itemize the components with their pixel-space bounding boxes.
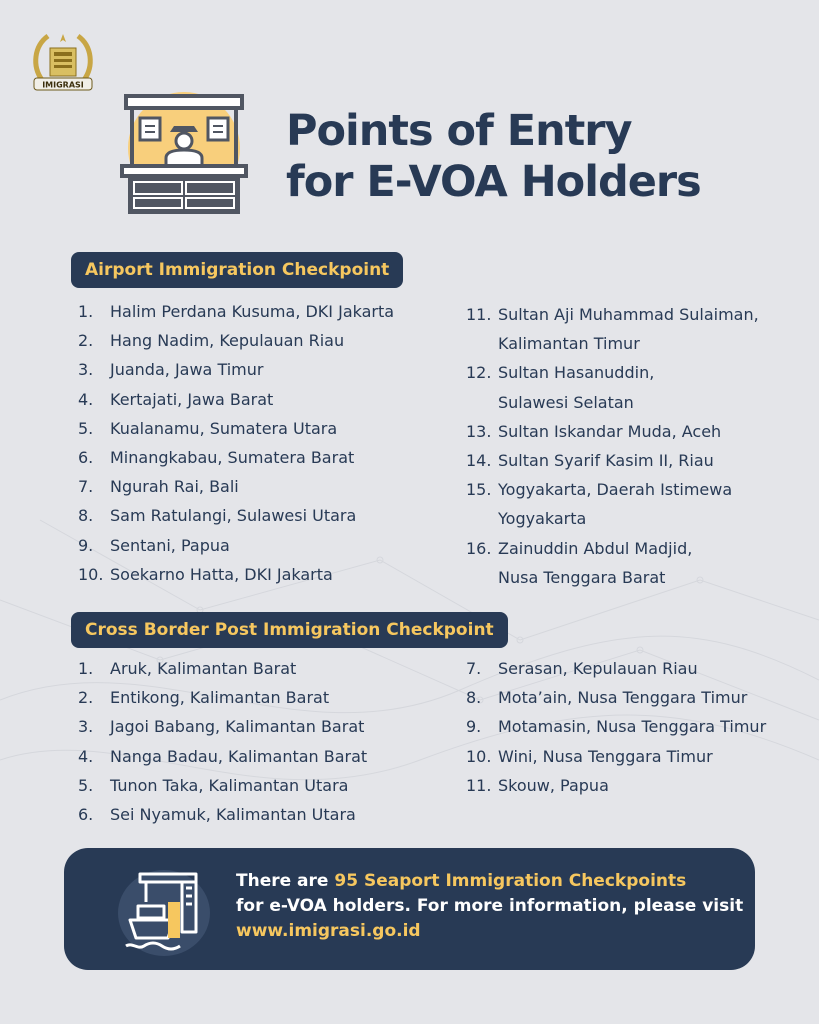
title-line-2: for E-VOA Holders	[286, 157, 701, 207]
item-number: 9.	[78, 535, 94, 555]
item-number: 11.	[466, 305, 492, 324]
list-item	[78, 774, 367, 803]
item-number: 16.	[466, 538, 492, 558]
airport-section-heading: Airport Immigration Checkpoint	[71, 252, 403, 288]
item-name: Sei Nyamuk, Kalimantan Utara	[110, 804, 356, 824]
item-name-line-1: Sultan Iskandar Muda, Aceh	[498, 421, 722, 441]
item-name-line-2: Sulawesi Selatan	[498, 392, 634, 412]
immigration-emblem-icon	[28, 28, 98, 94]
item-number: 1.	[78, 659, 94, 678]
item-number: 10.	[78, 564, 104, 584]
item-name: Juanda, Jawa Timur	[110, 360, 264, 380]
item-number: 10.	[466, 746, 492, 766]
item-number: 9.	[466, 717, 482, 737]
item-number: 14.	[466, 451, 492, 471]
banner-message	[236, 869, 743, 944]
item-number: 2.	[78, 331, 94, 351]
list-item	[78, 446, 394, 475]
list-item	[78, 504, 394, 533]
cross-border-section-heading: Cross Border Post Immigration Checkpoint	[71, 612, 508, 648]
item-name: Aruk, Kalimantan Barat	[110, 659, 297, 678]
item-name-line-1: Zainuddin Abdul Madjid,	[498, 538, 693, 558]
item-name: Tunon Taka, Kalimantan Utara	[110, 775, 349, 795]
list-item	[78, 417, 394, 446]
airport-list-left	[78, 300, 394, 592]
item-name: Jagoi Babang, Kalimantan Barat	[110, 717, 365, 737]
item-number: 6.	[78, 447, 94, 467]
cross-border-list-right	[466, 657, 766, 803]
list-item	[78, 745, 367, 774]
item-number: 7.	[466, 659, 482, 678]
item-number: 13.	[466, 421, 492, 441]
item-name: Motamasin, Nusa Tenggara Timur	[498, 717, 767, 737]
item-name-line-1: Yogyakarta, Daerah Istimewa	[498, 480, 733, 500]
banner-highlight: 95 Seaport Immigration Checkpoints	[334, 871, 687, 891]
item-name: Nanga Badau, Kalimantan Barat	[110, 746, 368, 766]
airport-list-right	[466, 300, 759, 592]
list-item	[466, 446, 759, 475]
item-number: 7.	[78, 477, 94, 497]
item-name-line-1: Sultan Aji Muhammad Sulaiman,	[498, 305, 759, 324]
list-item	[466, 745, 766, 774]
item-number: 6.	[78, 804, 94, 824]
item-number: 1.	[78, 302, 94, 321]
svg-text:IMIGRASI: IMIGRASI	[42, 80, 84, 90]
item-number: 8.	[78, 506, 94, 526]
item-number: 2.	[78, 688, 94, 708]
item-number: 3.	[78, 360, 94, 380]
item-number: 8.	[466, 688, 482, 708]
item-name: Kertajati, Jawa Barat	[110, 389, 274, 409]
banner-prefix: There are	[236, 871, 335, 891]
item-name: Sentani, Papua	[110, 535, 230, 555]
item-number: 12.	[466, 363, 492, 383]
list-item	[78, 715, 367, 744]
list-item	[78, 300, 394, 329]
list-item	[78, 534, 394, 563]
list-item	[78, 329, 394, 358]
banner-line-2: for e-VOA holders. For more information, please visit	[236, 896, 744, 916]
banner-line-1	[236, 869, 743, 894]
list-item	[78, 563, 394, 592]
seaport-ship-icon	[124, 862, 214, 952]
list-item	[78, 388, 394, 417]
item-name: Wini, Nusa Tenggara Timur	[498, 746, 713, 766]
list-item	[78, 803, 367, 832]
item-name: Entikong, Kalimantan Barat	[110, 688, 330, 708]
item-name-line-2: Nusa Tenggara Barat	[498, 567, 666, 587]
list-item	[78, 358, 394, 387]
cross-border-list-left	[78, 657, 367, 832]
item-name: Soekarno Hatta, DKI Jakarta	[110, 564, 333, 584]
title-line-1: Points of Entry	[286, 106, 632, 156]
list-item	[466, 417, 759, 446]
list-item	[466, 300, 759, 358]
item-name: Sam Ratulangi, Sulawesi Utara	[110, 506, 357, 526]
item-number: 5.	[78, 775, 94, 795]
item-number: 4.	[78, 389, 94, 409]
item-name: Ngurah Rai, Bali	[110, 477, 239, 497]
item-number: 15.	[466, 480, 492, 500]
item-name: Kualanamu, Sumatera Utara	[110, 418, 338, 438]
list-item	[78, 475, 394, 504]
item-number: 5.	[78, 418, 94, 438]
list-item	[78, 657, 367, 686]
item-name-line-2: Yogyakarta	[498, 509, 587, 529]
item-name: Skouw, Papua	[498, 775, 609, 795]
item-number: 4.	[78, 746, 94, 766]
item-name: Serasan, Kepulauan Riau	[498, 659, 698, 678]
item-number: 3.	[78, 717, 94, 737]
list-item	[466, 475, 759, 533]
list-item	[466, 715, 766, 744]
list-item	[466, 686, 766, 715]
list-item	[466, 534, 759, 592]
item-name-line-2: Kalimantan Timur	[498, 334, 640, 354]
item-name: Halim Perdana Kusuma, DKI Jakarta	[110, 302, 395, 321]
list-item	[466, 657, 766, 686]
immigration-booth-icon	[118, 92, 260, 220]
website-link[interactable]: www.imigrasi.go.id	[236, 921, 421, 941]
item-name: Hang Nadim, Kepulauan Riau	[110, 331, 345, 351]
item-name: Mota’ain, Nusa Tenggara Timur	[498, 688, 748, 708]
item-number: 11.	[466, 775, 492, 795]
list-item	[78, 686, 367, 715]
list-item	[466, 774, 766, 803]
page-title	[286, 106, 701, 208]
list-item	[466, 358, 759, 416]
item-name-line-1: Sultan Syarif Kasim II, Riau	[498, 451, 714, 471]
item-name: Minangkabau, Sumatera Barat	[110, 447, 355, 467]
item-name-line-1: Sultan Hasanuddin,	[498, 363, 655, 383]
